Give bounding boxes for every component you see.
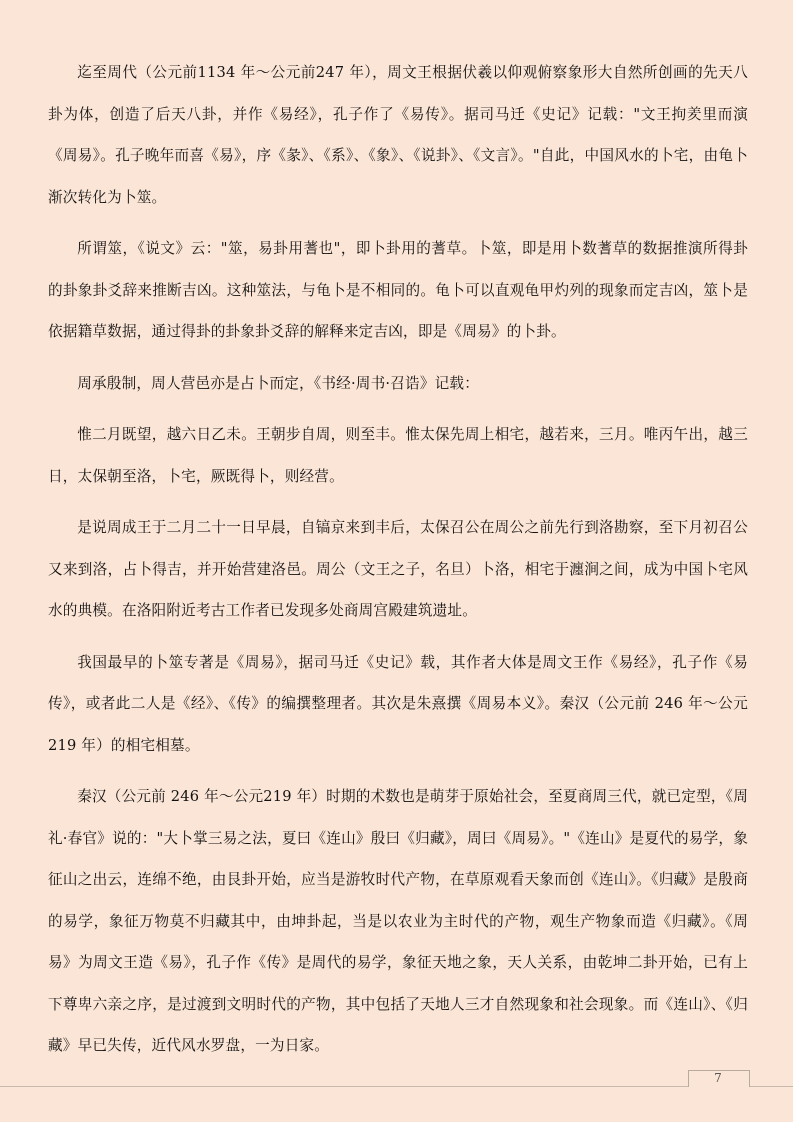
paragraph: 是说周成王于二月二十一日早晨，自镐京来到丰后，太保召公在周公之前先行到洛勘察，至下月初召公又来到洛，占卜得吉，并开始营建洛邑。周公（文王之子，名旦）卜洛，相宅于瀍涧之间，成为中国卜宅风水的典模。在洛阳附近考古工作者已发现多处商周宫殿建筑遗址。 <box>48 519 748 619</box>
paragraph: 周承殷制，周人营邑亦是占卜而定，《书经·周书·召诰》记载： <box>77 374 479 392</box>
quotation-paragraph: 惟二月既望，越六日乙未。王朝步自周，则至丰。惟太保先周上相宅，越若来，三月。唯丙午出，越三日，太保朝至洛，卜宅，厥既得卜，则经营。 <box>48 426 748 485</box>
paragraph: 秦汉（公元前 246 年～公元219 年）时期的术数也是萌芽于原始社会，至夏商周三代，就已定型，《周礼·春官》说的："大卜掌三易之法，夏曰《连山》殷曰《归藏》，周曰《周易》。"《连山》是夏代的易学，象征山之出云，连绵不绝，由艮卦开始，应当是游牧时代产物，在草原观看天象而创《连山》。《归藏》是殷商的易学，象征万物莫不归藏其中，由坤卦起，当是以农业为主时代的产物，观生产物象而造《归藏》。《周易》为周文王造《易》，孔子作《传》是周代的易学，象征天地之象，天人关系，由乾坤二卦开始，已有上下尊卑六亲之序，是过渡到文明时代的产物，其中包括了天地人三才自然现象和社会现象。而《连山》、《归藏》早已失传，近代风水罗盘，一为日家。 <box>48 788 748 1054</box>
footer-divider <box>0 1086 793 1087</box>
page-number: 7 <box>714 1071 722 1085</box>
paragraph: 所谓筮，《说文》云："筮，易卦用蓍也"，即卜卦用的蓍草。卜筮，即是用卜数蓍草的数据推演所得卦的卦象卦爻辞来推断吉凶。这种筮法，与龟卜是不相同的。龟卜可以直观龟甲灼列的现象而定吉凶，筮卜是依据籍草数据，通过得卦的卦象卦爻辞的解释来定吉凶，即是《周易》的卜卦。 <box>48 240 748 340</box>
document-body <box>48 52 748 1077</box>
paragraph: 我国最早的卜筮专著是《周易》，据司马迁《史记》载，其作者大体是周文王作《易经》，孔子作《易传》，或者此二人是《经》、《传》的编撰整理者。其次是朱熹撰《周易本义》。秦汉（公元前 246 年～公元219 年）的相宅相墓。 <box>48 653 748 754</box>
paragraph: 迄至周代（公元前1134 年～公元前247 年），周文王根据伏羲以仰观俯察象形大自然所创画的先天八卦为体，创造了后天八卦，并作《易经》，孔子作了《易传》。据司马迁《史记》记载："文王拘羑里而演《周易》。孔子晚年而喜《易》，序《彖》、《系》、《象》、《说卦》、《文言》。"自此，中国风水的卜宅，由龟卜渐次转化为卜筮。 <box>48 64 748 206</box>
